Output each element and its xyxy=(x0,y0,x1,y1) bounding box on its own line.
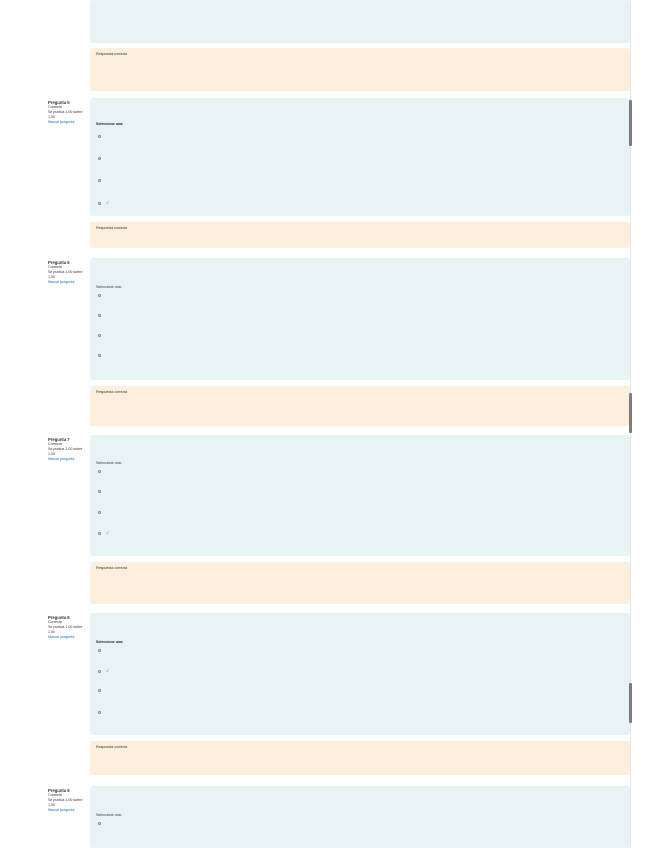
question-state: Correcta xyxy=(48,793,62,797)
question-9 xyxy=(48,786,630,848)
answer-option[interactable] xyxy=(98,156,104,161)
question-feedback xyxy=(90,562,630,604)
flag-question-link[interactable]: Marcar pregunta xyxy=(48,120,75,124)
radio-button[interactable] xyxy=(98,511,101,514)
answer-option[interactable] xyxy=(98,530,109,536)
question-mark: Se puntúa 1,00 sobre 1,00 xyxy=(48,798,83,807)
feedback-status: Respuesta correcta xyxy=(96,566,128,570)
select-prompt: Seleccione una: xyxy=(96,122,124,126)
question-mark: Se puntúa 1,00 sobre 1,00 xyxy=(48,447,83,456)
answer-option[interactable] xyxy=(98,710,104,715)
question-info xyxy=(48,437,84,462)
flag-question-link[interactable]: Marcar pregunta xyxy=(48,280,75,284)
question-8 xyxy=(48,613,630,781)
radio-button[interactable] xyxy=(98,157,101,160)
radio-button[interactable] xyxy=(98,711,101,714)
question-mark: Se puntúa 1,00 sobre 1,00 xyxy=(48,625,83,634)
radio-button[interactable] xyxy=(98,532,101,535)
radio-button[interactable] xyxy=(98,334,101,337)
answer-option[interactable] xyxy=(98,178,104,183)
feedback-status: Respuesta correcta xyxy=(96,745,128,749)
question-feedback xyxy=(90,741,630,775)
feedback-status: Respuesta correcta xyxy=(96,226,128,230)
answer-option[interactable] xyxy=(98,293,104,298)
radio-button[interactable] xyxy=(98,314,101,317)
radio-button[interactable] xyxy=(98,294,101,297)
radio-button[interactable] xyxy=(98,689,101,692)
question-state: Correcta xyxy=(48,442,62,446)
question-info xyxy=(48,100,84,125)
answer-option[interactable] xyxy=(98,510,104,515)
answer-option[interactable] xyxy=(98,313,104,318)
question-feedback xyxy=(90,222,630,248)
correct-check-icon: ✓ xyxy=(106,530,110,535)
question-info xyxy=(48,260,84,285)
radio-button[interactable] xyxy=(98,470,101,473)
question-formulation xyxy=(90,98,630,216)
answer-option[interactable] xyxy=(98,333,104,338)
radio-button[interactable] xyxy=(98,179,101,182)
select-prompt: Seleccione una: xyxy=(96,640,124,644)
select-prompt: Seleccione una: xyxy=(96,813,122,817)
answer-option[interactable] xyxy=(98,489,104,494)
question-state: Correcta xyxy=(48,620,62,624)
radio-button[interactable] xyxy=(98,822,101,825)
radio-button[interactable] xyxy=(98,135,101,138)
question-number: Pregunta 7 xyxy=(48,437,70,442)
question-info xyxy=(48,615,84,640)
answer-option[interactable] xyxy=(98,668,109,674)
question-formulation xyxy=(90,258,630,380)
select-prompt: Seleccione una: xyxy=(96,285,122,289)
question-6 xyxy=(48,258,630,430)
select-prompt: Seleccione una: xyxy=(96,461,122,465)
question-feedback xyxy=(90,386,630,426)
question-info xyxy=(48,788,84,813)
question-feedback xyxy=(90,48,630,91)
answer-option[interactable] xyxy=(98,200,109,206)
radio-button[interactable] xyxy=(98,670,101,673)
answer-option[interactable] xyxy=(98,134,104,139)
answer-option[interactable] xyxy=(98,469,104,474)
question-mark: Se puntúa 1,00 sobre 1,00 xyxy=(48,270,83,279)
scrollbar-thumb[interactable] xyxy=(629,393,632,433)
question-4 xyxy=(48,0,630,95)
feedback-status: Respuesta correcta xyxy=(96,390,128,394)
question-state: Correcta xyxy=(48,105,62,109)
correct-check-icon: ✓ xyxy=(106,668,110,673)
feedback-status: Respuesta correcta xyxy=(96,52,128,56)
answer-option[interactable] xyxy=(98,821,104,826)
answer-option[interactable] xyxy=(98,353,104,358)
answer-option[interactable] xyxy=(98,688,104,693)
radio-button[interactable] xyxy=(98,490,101,493)
radio-button[interactable] xyxy=(98,649,101,652)
scrollbar-thumb[interactable] xyxy=(629,683,632,723)
question-mark: Se puntúa 1,00 sobre 1,00 xyxy=(48,110,83,119)
correct-check-icon: ✓ xyxy=(106,200,110,205)
flag-question-link[interactable]: Marcar pregunta xyxy=(48,635,75,639)
radio-button[interactable] xyxy=(98,354,101,357)
question-number: Pregunta 6 xyxy=(48,260,70,265)
question-number: Pregunta 9 xyxy=(48,788,70,793)
question-formulation xyxy=(90,786,630,848)
answer-option[interactable] xyxy=(98,648,104,653)
flag-question-link[interactable]: Marcar pregunta xyxy=(48,457,75,461)
flag-question-link[interactable]: Marcar pregunta xyxy=(48,808,75,812)
question-formulation xyxy=(90,613,630,735)
question-state: Correcta xyxy=(48,265,62,269)
question-5 xyxy=(48,98,630,253)
scrollbar-thumb[interactable] xyxy=(629,100,632,146)
question-number: Pregunta 5 xyxy=(48,100,70,105)
question-number: Pregunta 8 xyxy=(48,615,70,620)
question-formulation xyxy=(90,435,630,556)
question-7 xyxy=(48,435,630,607)
radio-button[interactable] xyxy=(98,202,101,205)
question-formulation xyxy=(90,0,630,43)
